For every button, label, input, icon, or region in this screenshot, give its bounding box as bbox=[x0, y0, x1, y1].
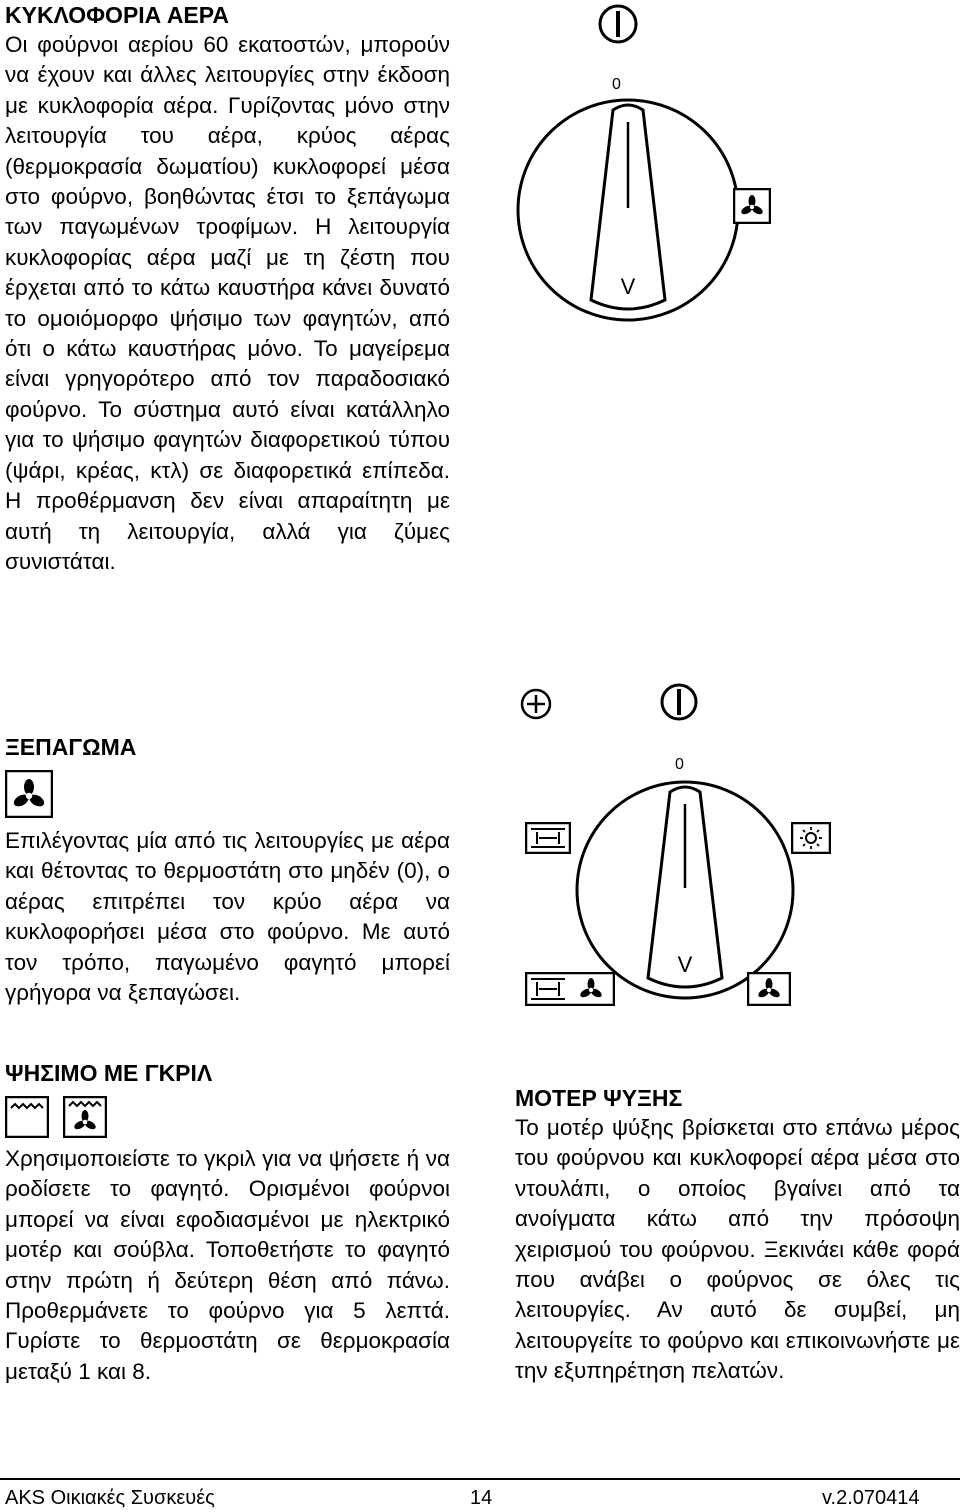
footer-divider bbox=[0, 1478, 960, 1480]
grill-title: ΨΗΣΙΜΟ ΜΕ ΓΚΡΙΛ bbox=[5, 1060, 213, 1086]
fan-mode-icon-2 bbox=[747, 972, 791, 1006]
footer-version: v.2.070414 bbox=[822, 1487, 920, 1509]
lamp-icon bbox=[791, 822, 831, 854]
top-bottom-heat-icon bbox=[525, 822, 571, 854]
fan-icon bbox=[5, 770, 53, 818]
cooling-fan-title: ΜΟΤΕΡ ΨΥΞΗΣ bbox=[515, 1085, 683, 1111]
grill-text: Χρησιμοποιείστε το γκριλ για να ψήσετε ή να ροδίσετε το φαγητό. Ορισμένοι φούρνοι μπορεί να είναι εφοδιασμένοι με ηλεκτρικό μοτέρ και σούβλα. Τοποθετήστε το φαγητό στην πρώτη ή δεύτερη θέση από πάνω. Προθερμάνετε το φούρνο για 5 λεπτά. Γυρίστε το θερμοστάτη σε θερμοκρασία μεταξύ 1 και 8. bbox=[5, 1146, 450, 1384]
grill-icon bbox=[5, 1096, 49, 1138]
page-number: 14 bbox=[470, 1487, 493, 1509]
top-bottom-heat-fan-icon bbox=[525, 972, 615, 1006]
function-knob-diagram bbox=[515, 680, 960, 1020]
fan-mode-icon bbox=[733, 188, 771, 224]
power-icon bbox=[600, 6, 636, 42]
knob2-zero-label: 0 bbox=[675, 756, 684, 773]
svg-text:V: V bbox=[677, 952, 693, 977]
cooling-fan-text: Το μοτέρ ψύξης βρίσκεται στο επάνω μέρος του φούρνου και κυκλοφορεί αέρα μέσα στο ντουλάπι, ο οποίος βγαίνει από τα ανοίγματα κάτω από την πρόσοψη χειρισμού του φούρνου. Ξεκινάει κάθε φορά που ανάβει ο φούρνος σε όλες τις λειτουργίες. Αν αυτό δε συμβεί, μη λειτουργείτε το φούρνο και επικοινωνήστε με την εξυπηρέτηση πελατών. bbox=[515, 1115, 960, 1384]
defrost-text: Επιλέγοντας μία από τις λειτουργίες με αέρα και θέτοντας το θερμοστάτη στο μηδέν (0), ο αέρας επιτρέπει τον κρύο αέρα να κυκλοφορήσει μέσα στο φούρνο. Με αυτό τον τρόπο, παγωμένο φαγητό μπορεί γρήγορα να ξεπαγώσει. bbox=[5, 828, 450, 1006]
cooling-fan-section bbox=[515, 1083, 960, 1387]
plus-icon bbox=[522, 690, 550, 718]
defrost-title: ΞΕΠΑΓΩΜΑ bbox=[5, 734, 137, 760]
svg-text:V: V bbox=[620, 274, 636, 299]
air-circulation-title: ΚΥΚΛΟΦΟΡΙΑ ΑΕΡΑ bbox=[5, 2, 230, 28]
air-circulation-section bbox=[5, 0, 450, 577]
defrost-section bbox=[5, 732, 450, 1008]
power-icon-2 bbox=[662, 685, 696, 719]
knob1-zero-label: 0 bbox=[612, 76, 621, 93]
air-circulation-text: Οι φούρνοι αερίου 60 εκατοστών, μπορούν να έχουν και άλλες λειτουργίες στην έκδοση με κυκλοφορία αέρα. Γυρίζοντας μόνο στην λειτουργία του αέρα, κρύος αέρας (θερμοκρασία δωματίου) κυκλοφορεί μέσα στο φούρνο, βοηθώντας έτσι το ξεπάγωμα των παγωμένων τροφίμων. Η λειτουργία κυκλοφορίας αέρα μαζί με τη ζέστη που έρχεται από το κάτω καυστήρα κάνει δυνατό το ομοιόμορφο ψήσιμο των φαγητών, από ότι ο κάτω καυστήρας μόνο. Το μαγείρεμα είναι γρηγορότερο από τον παραδοσιακό φούρνο. Το σύστημα αυτό είναι κατάλληλο για το ψήσιμο φαγητών διαφορετικού τύπου (ψάρι, κρέας, κτλ) σε διαφορετικά επίπεδα. Η προθέρμανση δεν είναι απαραίτητη με αυτή τη λειτουργία, αλλά για ζύμες συνιστάται. bbox=[5, 32, 450, 574]
grill-fan-icon bbox=[63, 1096, 107, 1138]
footer-company: AKS Οικιακές Συσκευές bbox=[5, 1487, 215, 1509]
fan-knob-diagram bbox=[515, 0, 960, 400]
grill-section bbox=[5, 1058, 450, 1387]
